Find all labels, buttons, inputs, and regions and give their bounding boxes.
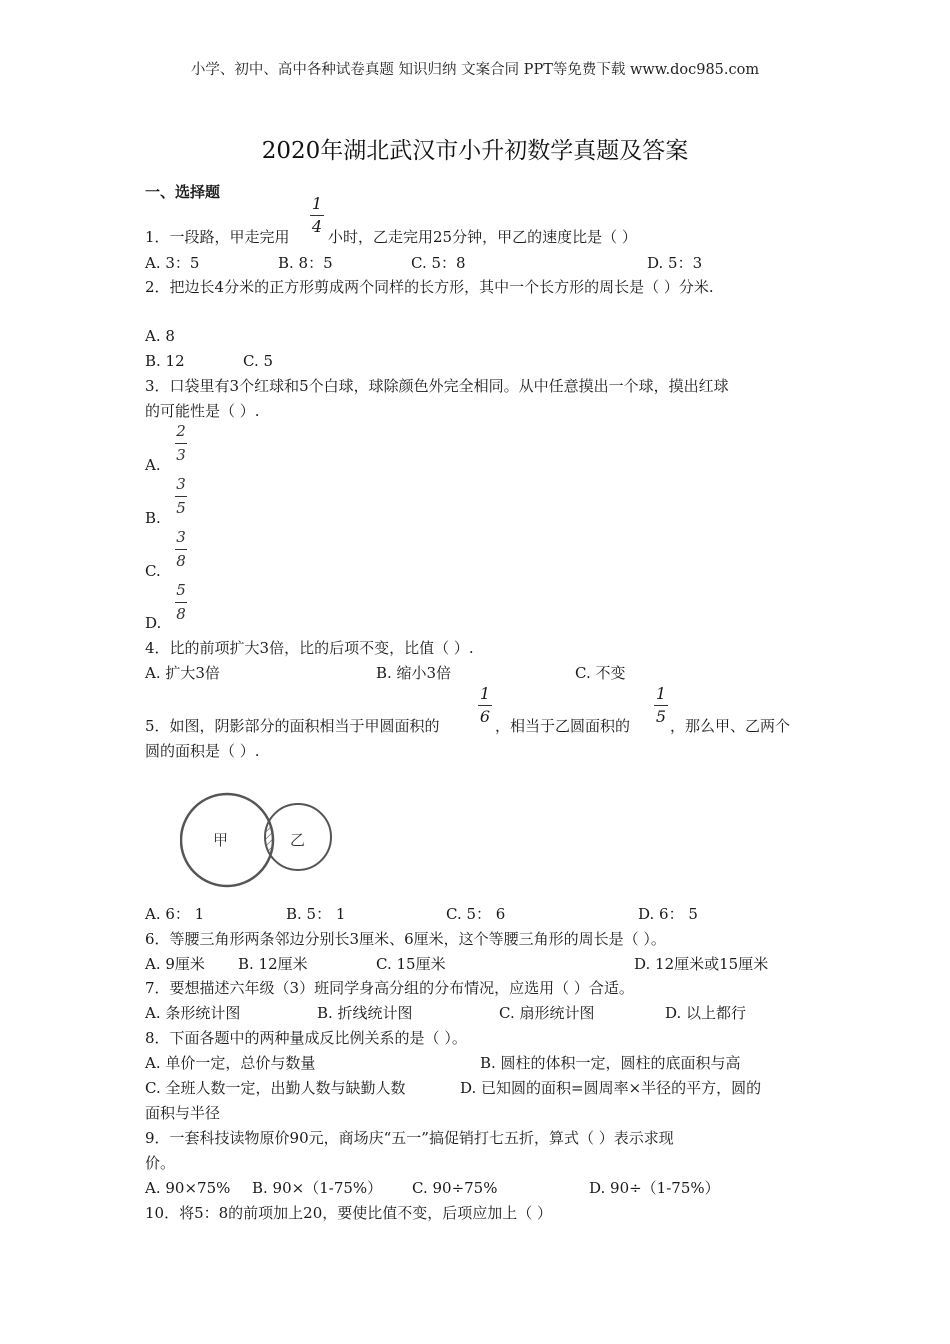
q7-option-c: C. 扇形统计图	[499, 1004, 595, 1022]
q5-line2: 圆的面积是（ ）.	[145, 742, 260, 760]
q5-option-d: D. 6： 5	[638, 905, 698, 923]
q1-frac-num: 1	[311, 194, 323, 213]
q5-f2-den: 5	[655, 707, 667, 726]
q3-a-den: 3	[176, 446, 186, 464]
label-yi: 乙	[290, 831, 306, 849]
label-jia: 甲	[213, 831, 229, 849]
q9-option-b: B. 90×（1-75%）	[252, 1179, 383, 1197]
q4-text: 4．比的前项扩大3倍，比的后项不变，比值（ ）.	[145, 639, 474, 657]
q1-option-a: A. 3：5	[145, 254, 200, 272]
q3-line1: 3．口袋里有3个红球和5个白球，球除颜色外完全相同。从中任意摸出一个球，摸出红球	[145, 377, 729, 395]
q3-b-den: 5	[176, 499, 186, 517]
q3-line2: 的可能性是（ ）.	[145, 402, 260, 420]
q2-option-b: B. 12	[145, 352, 185, 370]
q10-text: 10．将5：8的前项加上20，要使比值不变，后项应加上（ ）	[145, 1204, 553, 1222]
venn-circles-figure	[180, 790, 340, 890]
q3-a-num: 2	[176, 422, 186, 440]
q3-option-b-fraction	[175, 477, 187, 516]
q3-option-a-fraction	[175, 424, 187, 463]
q8-option-c: C. 全班人数一定，出勤人数与缺勤人数	[145, 1079, 406, 1097]
q1-pre: 1．一段路，甲走完用	[145, 228, 290, 246]
q8-option-a: A. 单价一定，总价与数量	[145, 1054, 316, 1072]
q3-d-den: 8	[176, 605, 186, 623]
q3-option-a-label: A.	[145, 456, 161, 474]
q9-line2: 价。	[145, 1154, 176, 1172]
q5-fraction-1	[478, 686, 492, 725]
q5-mid: ，相当于乙圆面积的	[495, 717, 631, 735]
q3-d-num: 5	[176, 581, 186, 599]
q5-post: ，那么甲、乙两个	[670, 717, 791, 735]
q8-option-b: B. 圆柱的体积一定，圆柱的底面积与高	[480, 1054, 741, 1072]
q1-option-b: B. 8：5	[278, 254, 333, 272]
q7-text: 7．要想描述六年级（3）班同学身高分组的分布情况，应选用（ ）合适。	[145, 979, 634, 997]
q7-option-a: A. 条形统计图	[145, 1004, 241, 1022]
q1-fraction	[310, 196, 324, 235]
q5-fraction-2	[654, 686, 668, 725]
q3-option-c-fraction	[175, 530, 187, 569]
q2-option-c: C. 5	[243, 352, 274, 370]
q7-option-b: B. 折线统计图	[317, 1004, 413, 1022]
q5-pre: 5．如图，阴影部分的面积相当于甲圆面积的	[145, 717, 440, 735]
page-title: 2020年湖北武汉市小升初数学真题及答案	[261, 138, 689, 164]
q6-text: 6．等腰三角形两条邻边分别长3厘米、6厘米，这个等腰三角形的周长是（ ）。	[145, 930, 666, 948]
q2-text: 2．把边长4分米的正方形剪成两个同样的长方形，其中一个长方形的周长是（ ）分米.	[145, 278, 714, 296]
q4-option-a: A. 扩大3倍	[145, 664, 220, 682]
q1-option-c: C. 5：8	[411, 254, 466, 272]
q6-option-c: C. 15厘米	[376, 955, 446, 973]
q1-frac-den: 4	[311, 217, 323, 236]
q7-option-d: D. 以上都行	[665, 1004, 747, 1022]
q8-option-d-cont: 面积与半径	[145, 1104, 221, 1122]
q6-option-a: A. 9厘米	[145, 955, 205, 973]
q3-c-den: 8	[176, 552, 186, 570]
q5-option-c: C. 5： 6	[446, 905, 506, 923]
q3-option-b-label: B.	[145, 509, 161, 527]
q3-option-c-label: C.	[145, 562, 161, 580]
q9-line1: 9．一套科技读物原价90元，商场庆“五一”搞促销打七五折，算式（ ）表示求现	[145, 1129, 674, 1147]
q3-option-d-fraction	[175, 583, 187, 622]
q1-post: 小时，乙走完用25分钟，甲乙的速度比是（ ）	[328, 228, 637, 246]
q3-option-d-label: D.	[145, 614, 162, 632]
q6-option-b: B. 12厘米	[238, 955, 308, 973]
q9-option-a: A. 90×75%	[145, 1179, 231, 1197]
q3-b-num: 3	[176, 475, 186, 493]
q9-option-c: C. 90÷75%	[412, 1179, 498, 1197]
q6-option-d: D. 12厘米或15厘米	[634, 955, 769, 973]
q1-option-d: D. 5：3	[647, 254, 703, 272]
q5-option-a: A. 6： 1	[145, 905, 205, 923]
q5-f1-num: 1	[479, 684, 491, 703]
q8-option-d: D. 已知圆的面积=圆周率×半径的平方，圆的	[460, 1079, 762, 1097]
section-heading: 一、选择题	[145, 183, 221, 201]
q5-option-b: B. 5： 1	[286, 905, 346, 923]
q5-f2-num: 1	[655, 684, 667, 703]
q4-option-c: C. 不变	[575, 664, 626, 682]
q8-text: 8．下面各题中的两种量成反比例关系的是（ ）。	[145, 1029, 467, 1047]
q5-f1-den: 6	[479, 707, 491, 726]
q2-option-a: A. 8	[145, 327, 175, 345]
page-header: 小学、初中、高中各种试卷真题 知识归纳 文案合同 PPT等免费下载 www.doc985.com	[190, 62, 760, 78]
q9-option-d: D. 90÷（1-75%）	[589, 1179, 720, 1197]
q3-c-num: 3	[176, 528, 186, 546]
q4-option-b: B. 缩小3倍	[376, 664, 452, 682]
